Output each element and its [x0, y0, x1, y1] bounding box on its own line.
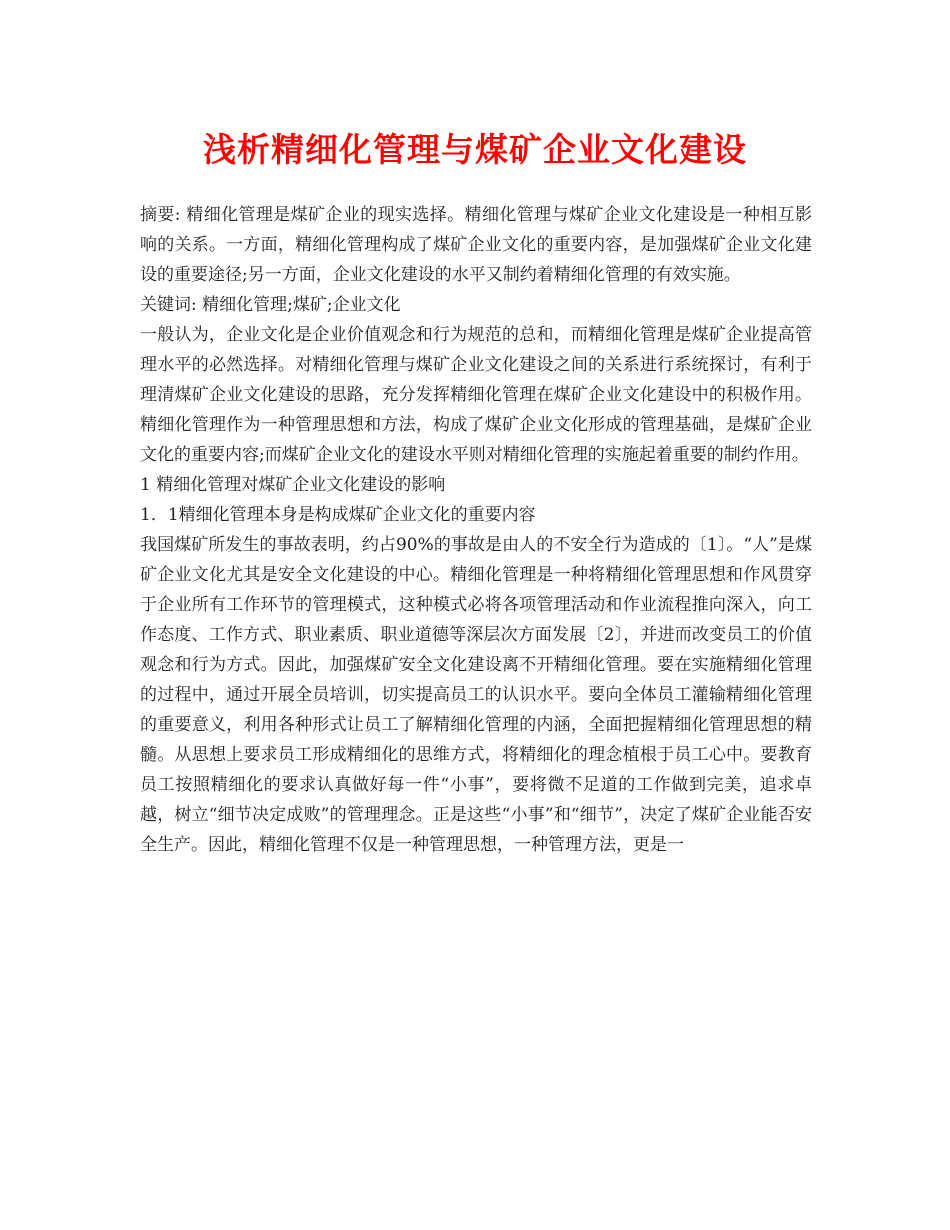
subsection-heading-1-1: 1．1精细化管理本身是构成煤矿企业文化的重要内容 — [140, 505, 536, 525]
body-paragraph: 我国煤矿所发生的事故表明，约占90%的事故是由人的不安全行为造成的〔1〕。“人”是煤矿企业文化尤其是安全文化建设的中心。精细化管理是一种将精细化管理思想和作风贯穿于企业所有工作环节的管理模式，这种模式必将各项管理活动和作业流程推向深入，向工作态度、工作方式、职业素质、职业道德等深层次方面发展〔2〕，并进而改变员工的价值观念和行为方式。因此，加强煤矿安全文化建设离不开精细化管理。要在实施精细化管理的过程中，通过开展全员培训，切实提高员工的认识水平。要向全体员工灌输精细化管理的重要意义，利用各种形式让员工了解精细化管理的内涵，全面把握精细化管理思想的精髓。从思想上要求员工形成精细化的思维方式，将精细化的理念植根于员工心中。要教育员工按照精细化的要求认真做好每一件“小事”，要将微不足道的工作做到完美，追求卓越，树立“细节决定成败”的管理理念。正是这些“小事”和“细节”，决定了煤矿企业能否安全生产。因此，精细化管理不仅是一种管理思想，一种管理方法，更是一 — [140, 535, 812, 855]
keywords-line: 关键词: 精细化管理;煤矿;企业文化 — [140, 295, 401, 315]
document-body — [140, 200, 812, 860]
section-heading-1: 1 精细化管理对煤矿企业文化建设的影响 — [140, 475, 446, 495]
abstract-paragraph: 摘要: 精细化管理是煤矿企业的现实选择。精细化管理与煤矿企业文化建设是一种相互影响的关系。一方面，精细化管理构成了煤矿企业文化的重要内容，是加强煤矿企业文化建设的重要途径;另一方面，企业文化建设的水平又制约着精细化管理的有效实施。 — [140, 205, 812, 285]
document-title: 浅析精细化管理与煤矿企业文化建设 — [203, 130, 747, 169]
intro-paragraph: 一般认为，企业文化是企业价值观念和行为规范的总和，而精细化管理是煤矿企业提高管理水平的必然选择。对精细化管理与煤矿企业文化建设之间的关系进行系统探讨，有利于理清煤矿企业文化建设的思路，充分发挥精细化管理在煤矿企业文化建设中的积极作用。精细化管理作为一种管理思想和方法，构成了煤矿企业文化形成的管理基础，是煤矿企业文化的重要内容;而煤矿企业文化的建设水平则对精细化管理的实施起着重要的制约作用。 — [140, 325, 812, 465]
